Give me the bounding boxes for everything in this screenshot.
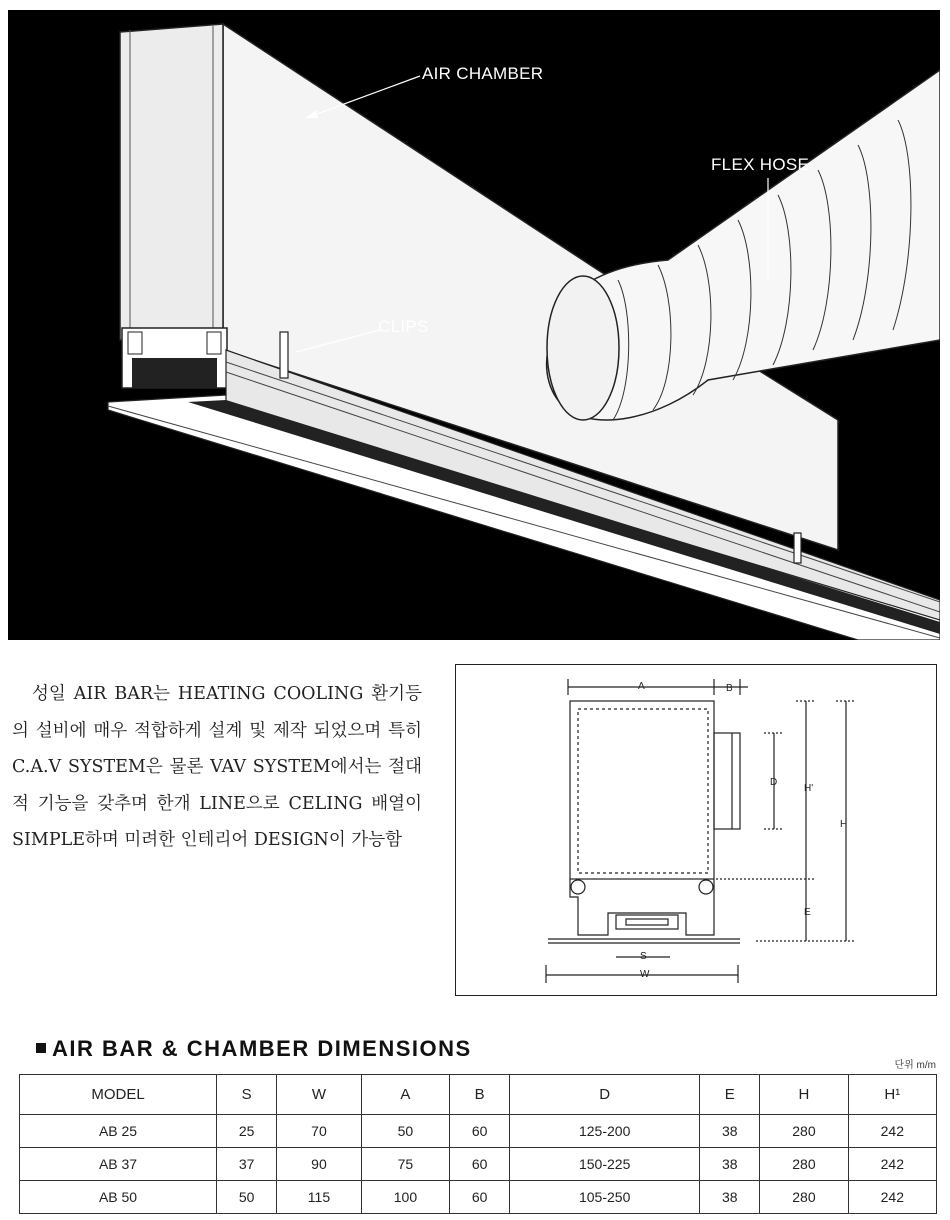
air-bar-drawing (8, 10, 940, 640)
table-cell: 60 (450, 1181, 510, 1214)
header-cell: S (217, 1075, 277, 1115)
dim-label-h-prime: H' (804, 783, 814, 794)
table-cell: 125-200 (510, 1115, 700, 1148)
table-cell: AB 25 (20, 1115, 217, 1148)
header-cell: H¹ (848, 1075, 936, 1115)
header-cell: W (277, 1075, 362, 1115)
unit-note: 단위 m/m (894, 1060, 936, 1071)
bullet-square-icon (36, 1043, 46, 1053)
table-cell: 38 (700, 1148, 760, 1181)
product-illustration (8, 10, 940, 640)
table-cell: 60 (450, 1115, 510, 1148)
dim-label-a: A (638, 681, 645, 692)
dim-label-h: H (840, 819, 848, 830)
table-cell: AB 50 (20, 1181, 217, 1214)
header-cell: E (700, 1075, 760, 1115)
flex-hose-drawing (547, 70, 940, 420)
air-chamber-label: AIR CHAMBER (422, 64, 544, 83)
table-row (20, 1148, 937, 1181)
flex-hose-label: FLEX HOSE (711, 155, 810, 174)
intro-text: 성일 AIR BAR는 HEATING COOLING 환기등의 설비에 매우 적합하게 설계 및 제작 되었으며 특히 C.A.V SYSTEM은 물론 VAV SYSTEM에서는 절대적 기능을 갖추며 한개 LINE으로 CELING 배열이 SIMPLE하며 미려한 인테리어 DESIGN이 가능함 (12, 684, 422, 850)
table-cell: 242 (848, 1148, 936, 1181)
dim-label-s: S (640, 951, 647, 962)
table-cell: 280 (760, 1181, 848, 1214)
cross-section-drawing (456, 665, 938, 997)
table-cell: 70 (277, 1115, 362, 1148)
header-cell: B (450, 1075, 510, 1115)
table-cell: 90 (277, 1148, 362, 1181)
dim-label-d: D (770, 777, 778, 788)
dim-label-e: E (804, 907, 811, 918)
table-cell: 242 (848, 1115, 936, 1148)
header-cell: D (510, 1075, 700, 1115)
intro-paragraph (12, 676, 422, 859)
dimension-diagram (455, 664, 937, 996)
clips-label: CLIPS (378, 317, 429, 336)
table-header-row (20, 1075, 937, 1115)
table-cell: 75 (361, 1148, 449, 1181)
table-cell: 150-225 (510, 1148, 700, 1181)
table-cell: 38 (700, 1181, 760, 1214)
table-cell: 105-250 (510, 1181, 700, 1214)
header-cell: MODEL (20, 1075, 217, 1115)
table-row (20, 1181, 937, 1214)
dim-label-b: B (726, 683, 733, 694)
table-cell: 25 (217, 1115, 277, 1148)
table-cell: 280 (760, 1115, 848, 1148)
table-row (20, 1115, 937, 1148)
table-cell: 280 (760, 1148, 848, 1181)
dim-label-w: W (640, 969, 650, 980)
section-title-text: AIR BAR & CHAMBER DIMENSIONS (52, 1036, 472, 1061)
table-cell: AB 37 (20, 1148, 217, 1181)
table-cell: 115 (277, 1181, 362, 1214)
table-cell: 37 (217, 1148, 277, 1181)
table-cell: 100 (361, 1181, 449, 1214)
table-cell: 50 (361, 1115, 449, 1148)
table-cell: 60 (450, 1148, 510, 1181)
header-cell: H (760, 1075, 848, 1115)
table-cell: 50 (217, 1181, 277, 1214)
table-cell: 38 (700, 1115, 760, 1148)
table-cell: 242 (848, 1181, 936, 1214)
header-cell: A (361, 1075, 449, 1115)
dimensions-table (19, 1074, 937, 1214)
section-title (36, 1036, 472, 1062)
